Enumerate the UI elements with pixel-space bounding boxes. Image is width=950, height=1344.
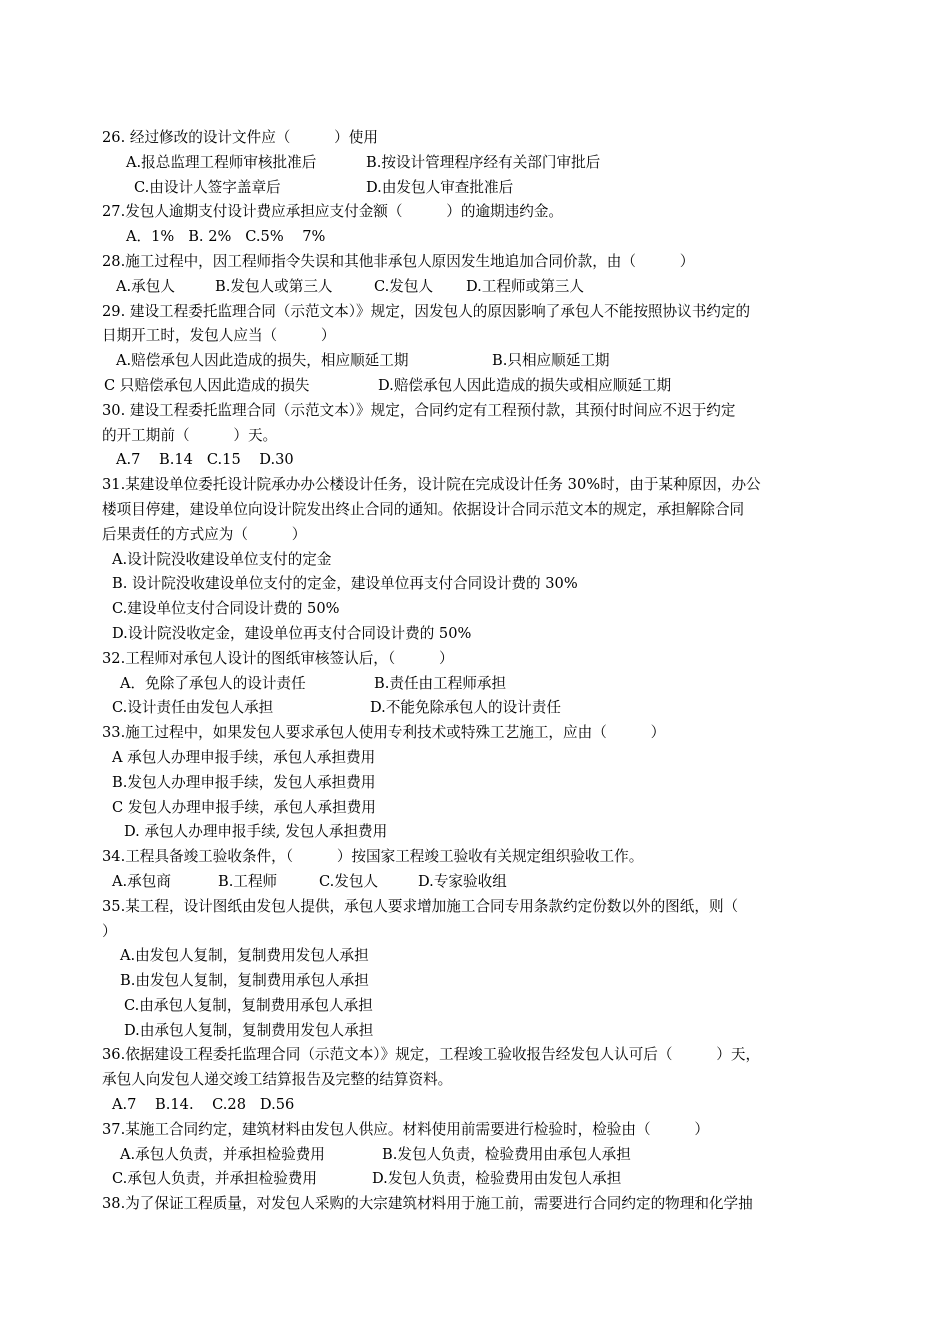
question-27 [102,200,852,250]
question-stem-line: 29. 建设工程委托监理合同（示范文本）》规定，因发包人的原因影响了承包人不能按照协议书约定的 [102,302,751,320]
option-text: C.建设单位支付合同设计费的 50% [112,600,340,618]
question-stem-line: 后果责任的方式应为（ ） [102,525,307,543]
question-stem-line: 楼项目停建，建设单位向设计院发出终止合同的通知。依据设计合同示范文本的规定，承担解除合同 [102,500,745,518]
option-line [102,944,852,969]
option-text: B.责任由工程师承担 [374,674,507,692]
option-text: A 承包人办理申报手续，承包人承担费用 [112,748,376,766]
option-text: C.发包人 [374,277,434,295]
question-stem-line: 31.某建设单位委托设计院承办办公楼设计任务，设计院在完成设计任务 30%时，由于某种原因，办公 [102,476,761,494]
question-28 [102,250,852,300]
option-line [102,572,852,597]
option-text: C.设计责任由发包人承担 [112,699,274,717]
question-stem-line: 30. 建设工程委托监理合同（示范文本）》规定，合同约定有工程预付款，其预付时间应不迟于约定 [102,401,736,419]
question-stem-line: 26. 经过修改的设计文件应（ ）使用 [102,129,378,146]
question-stem-line: 27.发包人逾期支付设计费应承担应支付金额（ ）的逾期违约金。 [102,203,564,221]
option-text: B.按设计管理程序经有关部门审批后 [366,153,601,171]
option-text: C 只赔偿承包人因此造成的损失 [104,376,310,394]
question-stem-line: 34.工程具备竣工验收条件，（ ）按国家工程竣工验收有关规定组织验收工作。 [102,848,644,866]
question-37 [102,1118,852,1192]
option-line [102,1019,852,1044]
option-line [102,1093,852,1118]
option-text: D.工程师或第三人 [466,277,584,295]
option-line [102,622,852,647]
option-line [102,548,852,573]
option-text: C.承包人负责，并承担检验费用 [112,1170,318,1188]
option-text: B. 设计院没收建设单位支付的定金，建设单位再支付合同设计费的 30% [112,575,578,593]
option-text: A.赔偿承包人因此造成的损失，相应顺延工期 [116,352,409,370]
option-line [102,374,852,399]
option-text: C.由承包人复制，复制费用承包人承担 [124,996,373,1014]
option-text: B.工程师 [218,872,278,890]
option-text: A.7 B.14 C.15 D.30 [116,451,294,469]
option-text: D.由发包人审查批准后 [366,178,514,196]
option-line [102,448,852,473]
question-stem-line: 32.工程师对承包人设计的图纸审核签认后，（ ） [102,649,454,667]
question-stem-line: 28.施工过程中，因工程师指令失误和其他非承包人原因发生地追加合同价款，由（ ） [102,252,695,270]
option-text: D.发包人负责，检验费用由发包人承担 [372,1170,622,1188]
question-stem-line: 35.某工程，设计图纸由发包人提供，承包人要求增加施工合同专用条款约定份数以外的图纸，则（ [102,897,739,915]
question-38 [102,1192,852,1217]
option-line [102,1143,852,1168]
option-text: C 发包人办理申报手续，承包人承担费用 [112,798,376,816]
option-text: D.专家验收组 [418,872,507,890]
option-line [102,820,852,845]
question-26 [102,126,852,200]
question-stem-line: 日期开工时，发包人应当（ ） [102,327,336,345]
question-31 [102,473,852,647]
option-line [102,870,852,895]
option-text: D. 承包人办理申报手续, 发包人承担费用 [124,823,388,841]
option-line [102,969,852,994]
option-line [102,796,852,821]
option-line [102,746,852,771]
option-line [102,696,852,721]
option-text: B.发包人或第三人 [215,277,333,295]
option-text: B.只相应顺延工期 [492,352,610,370]
question-30 [102,399,852,473]
option-line [102,349,852,374]
option-line [102,1167,852,1192]
option-line [102,771,852,796]
option-text: A．1% B. 2% C.5% 7% [126,228,326,246]
option-line [102,672,852,697]
question-stem-line: 36.依据建设工程委托监理合同（示范文本）》规定，工程竣工验收报告经发包人认可后（ ）天， [102,1046,761,1064]
document-body [102,126,852,1217]
question-stem-line: 38.为了保证工程质量，对发包人采购的大宗建筑材料用于施工前，需要进行合同约定的物理和化学抽 [102,1195,753,1213]
question-stem-line: 37.某施工合同约定，建筑材料由发包人供应。材料使用前需要进行检验时，检验由（ ） [102,1120,709,1138]
question-stem-line: ） [102,922,117,940]
option-line [102,225,852,250]
option-line [102,597,852,622]
option-text: A.报总监理工程师审核批准后 [126,153,317,171]
option-text: A.承包商 [112,872,171,890]
option-text: B.发包人办理申报手续，发包人承担费用 [112,773,376,791]
option-text: A.设计院没收建设单位支付的定金 [112,550,332,568]
option-text: A.由发包人复制，复制费用发包人承担 [120,947,369,965]
option-line [102,994,852,1019]
option-text: B.发包人负责，检验费用由承包人承担 [382,1145,631,1163]
question-36 [102,1043,852,1117]
option-text: D.不能免除承包人的设计责任 [370,699,561,717]
question-stem-line: 33.施工过程中，如果发包人要求承包人使用专利技术或特殊工艺施工，应由（ ） [102,724,666,742]
option-text: A.承包人 [116,277,175,295]
question-35 [102,895,852,1044]
question-33 [102,721,852,845]
question-29 [102,300,852,399]
option-line [102,176,852,201]
option-text: A.承包人负责，并承担检验费用 [120,1145,325,1163]
option-text: B.由发包人复制，复制费用承包人承担 [120,972,369,990]
option-text: D.赔偿承包人因此造成的损失或相应顺延工期 [378,376,672,394]
option-line [102,275,852,300]
question-32 [102,647,852,721]
option-text: C.发包人 [319,872,379,890]
question-stem-line: 的开工期前（ ）天。 [102,426,278,444]
option-text: D.由承包人复制，复制费用发包人承担 [124,1021,374,1039]
question-stem-line: 承包人向发包人递交竣工结算报告及完整的结算资料。 [102,1071,453,1089]
option-text: A．免除了承包人的设计责任 [120,674,306,692]
question-34 [102,845,852,895]
option-text: C.由设计人签字盖章后 [134,178,281,196]
option-text: D.设计院没收定金，建设单位再支付合同设计费的 50% [112,624,472,642]
option-text: A.7 B.14. C.28 D.56 [112,1096,295,1114]
option-line [102,151,852,176]
